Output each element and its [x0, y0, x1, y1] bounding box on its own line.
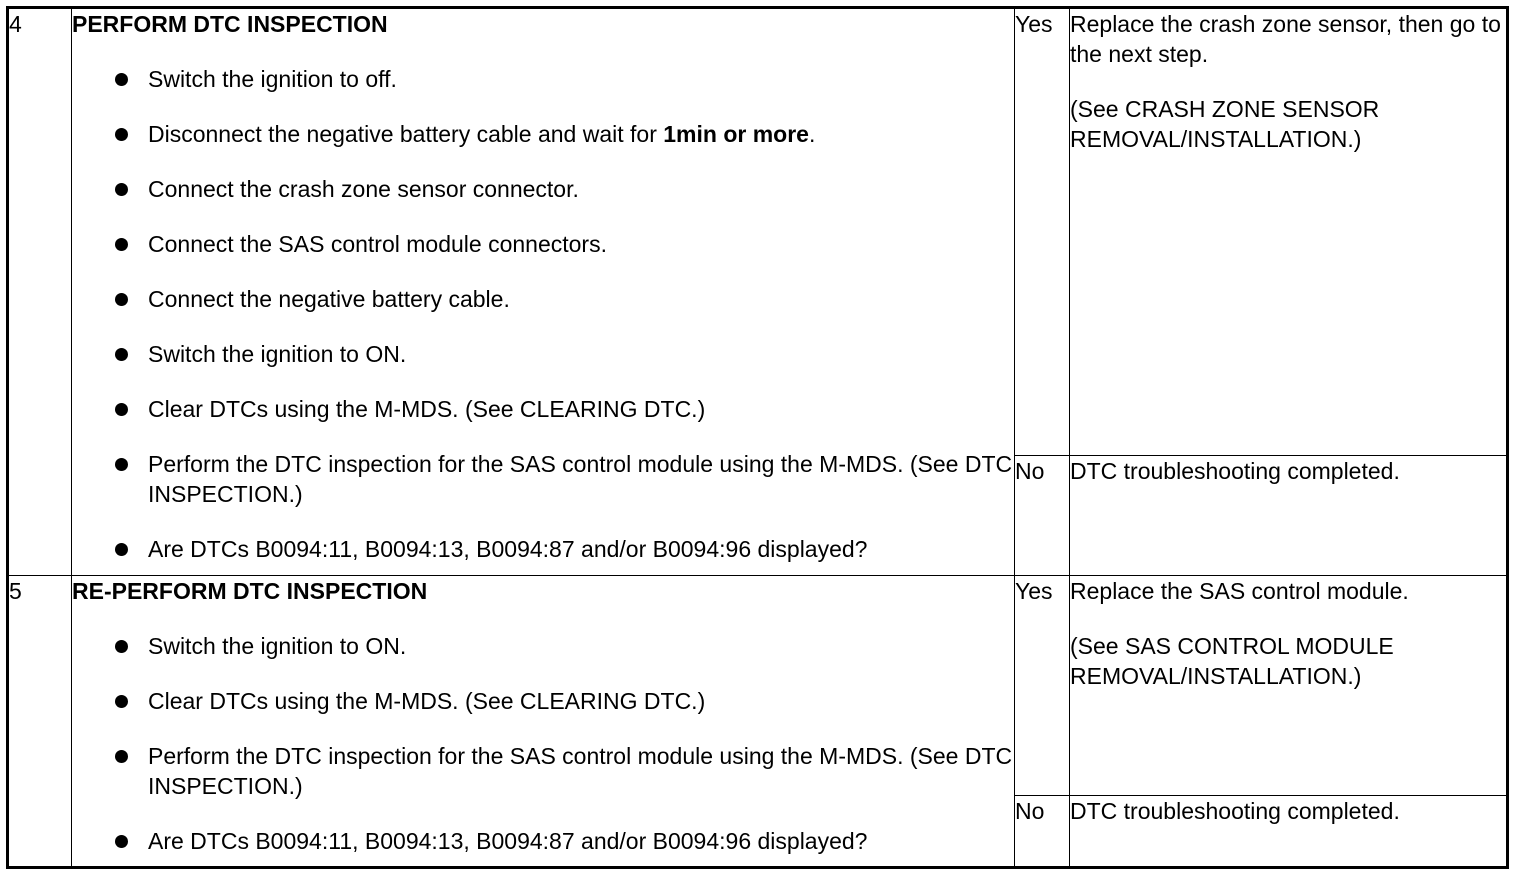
no-label: No — [1015, 456, 1070, 576]
list-item: Perform the DTC inspection for the SAS control module using the M-MDS. (See DTC INSPECTION.) — [112, 449, 1014, 509]
procedure-table — [6, 6, 1509, 869]
list-item: Clear DTCs using the M-MDS. (See CLEARING DTC.) — [112, 394, 1014, 424]
step-bullet-list — [72, 64, 1014, 564]
step-title: RE-PERFORM DTC INSPECTION — [72, 578, 428, 604]
list-item: Switch the ignition to ON. — [112, 339, 1014, 369]
step-number: 4 — [8, 8, 72, 576]
list-item: Connect the SAS control module connectors. — [112, 229, 1014, 259]
yes-result-text: Replace the SAS control module. — [1070, 578, 1409, 604]
step-bullet-list — [72, 631, 1014, 856]
list-item: Are DTCs B0094:11, B0094:13, B0094:87 and/or B0094:96 displayed? — [112, 534, 1014, 564]
step-action-cell — [72, 8, 1015, 576]
yes-label: Yes — [1015, 576, 1070, 796]
list-item: Are DTCs B0094:11, B0094:13, B0094:87 and/or B0094:96 displayed? — [112, 826, 1014, 856]
no-result-cell — [1070, 456, 1508, 576]
no-result-text: DTC troubleshooting completed. — [1070, 798, 1400, 824]
list-item-emphasis: 1min or more — [663, 121, 809, 147]
step-5-yes-row — [8, 576, 1508, 796]
list-item-text: Disconnect the negative battery cable and wait for — [148, 121, 664, 147]
list-item — [112, 119, 1014, 149]
list-item: Perform the DTC inspection for the SAS control module using the M-MDS. (See DTC INSPECTION.) — [112, 741, 1014, 801]
step-action-cell — [72, 576, 1015, 868]
yes-result-cell — [1070, 8, 1508, 456]
yes-result-reference: (See SAS CONTROL MODULE REMOVAL/INSTALLATION.) — [1070, 633, 1394, 689]
list-item: Clear DTCs using the M-MDS. (See CLEARING DTC.) — [112, 686, 1014, 716]
step-title: PERFORM DTC INSPECTION — [72, 11, 388, 37]
step-4-yes-row — [8, 8, 1508, 456]
step-number: 5 — [8, 576, 72, 868]
list-item: Connect the crash zone sensor connector. — [112, 174, 1014, 204]
no-result-cell — [1070, 796, 1508, 868]
yes-result-cell — [1070, 576, 1508, 796]
list-item: Switch the ignition to off. — [112, 64, 1014, 94]
yes-label: Yes — [1015, 8, 1070, 456]
yes-result-reference: (See CRASH ZONE SENSOR REMOVAL/INSTALLATION.) — [1070, 96, 1380, 152]
list-item: Connect the negative battery cable. — [112, 284, 1014, 314]
no-label: No — [1015, 796, 1070, 868]
yes-result-text: Replace the crash zone sensor, then go to the next step. — [1070, 11, 1501, 67]
list-item-end: . — [808, 121, 816, 147]
list-item: Switch the ignition to ON. — [112, 631, 1014, 661]
no-result-text: DTC troubleshooting completed. — [1070, 458, 1400, 484]
